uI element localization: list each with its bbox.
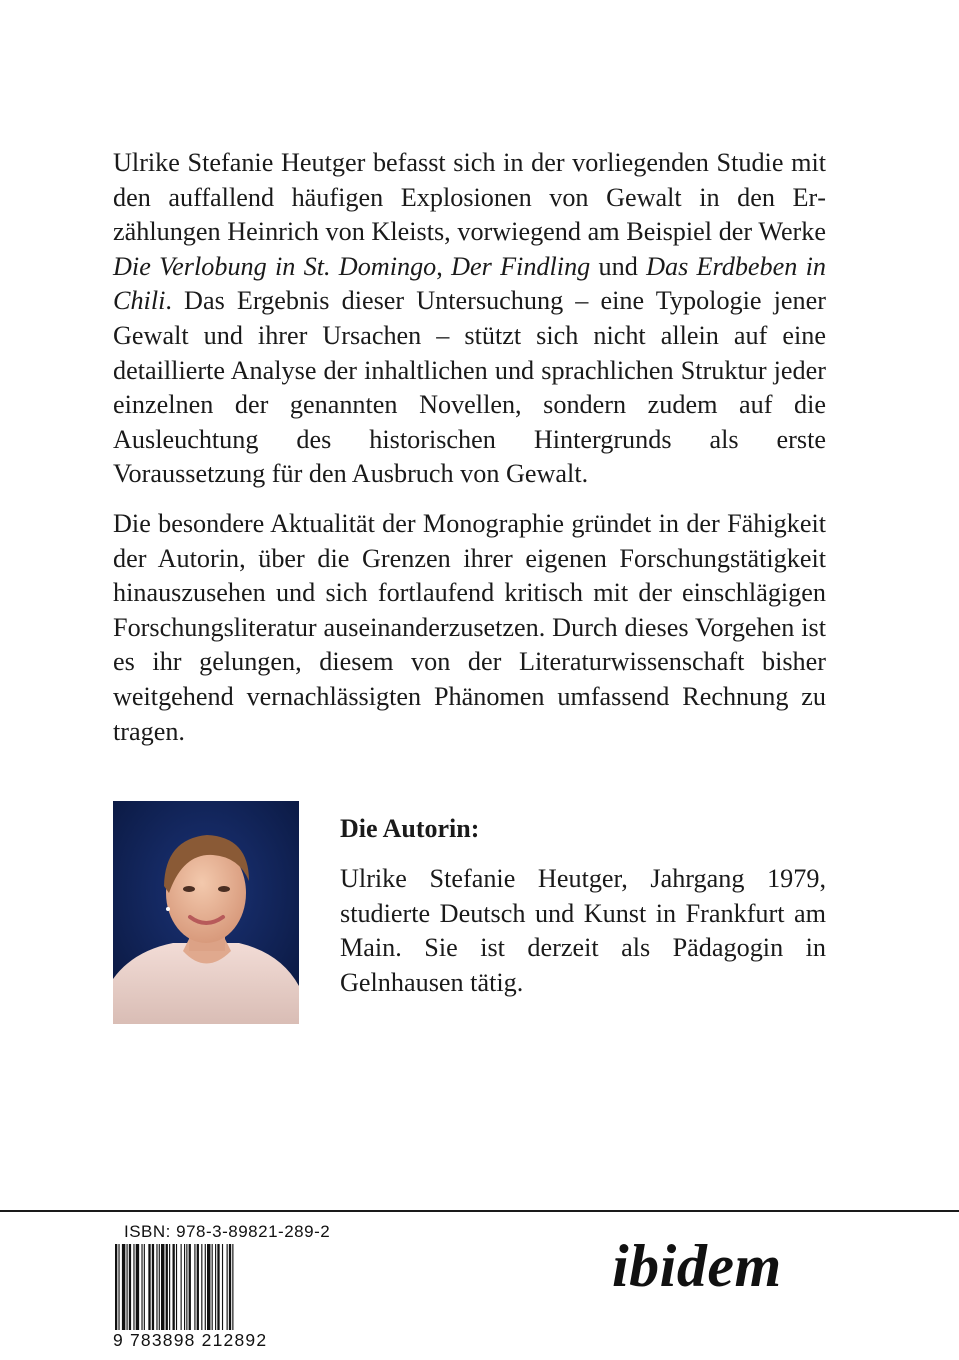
barcode-icon bbox=[113, 1244, 281, 1330]
author-section bbox=[340, 812, 826, 1000]
blurb-separator: , bbox=[436, 251, 452, 281]
publisher-logo: ibidem bbox=[612, 1233, 782, 1299]
footer-divider bbox=[0, 1210, 959, 1212]
author-bio: Ulrike Stefanie Heutger, Jahrgang 1979, studierte Deutsch und Kunst in Frankfurt am Main. Sie ist derzeit als Pädagogin in Gelnhausen tätig. bbox=[340, 864, 826, 997]
blurb-separator: und bbox=[590, 251, 647, 281]
isbn-label: ISBN: 978-3-89821-289-2 bbox=[124, 1222, 331, 1241]
author-heading: Die Autorin: bbox=[340, 814, 480, 843]
book-title-findling: Der Findling bbox=[451, 251, 591, 281]
barcode-number: 9 783898 212892 bbox=[113, 1330, 268, 1350]
blurb-intro: Ulrike Stefanie Heutger befasst sich in der vorliegenden Studie mit den auffallend häufigen Explosionen von Gewalt in den Erzählungen Heinrich von Kleists, vorwiegend am Beispiel der Werke bbox=[113, 148, 826, 247]
blurb-paragraph-1 bbox=[113, 146, 826, 492]
book-title-verlobung: Die Verlobung in St. Domingo bbox=[113, 251, 437, 281]
back-cover-blurb bbox=[113, 146, 826, 749]
blurb-paragraph-2: Die besondere Aktualität der Monographie gründet in der Fähigkeit der Autorin, über die Grenzen ihrer eigenen Forschungstätigkeit hinauszusehen und sich fortlaufend kritisch mit der einschlägigen Forschungsliteratur auseinanderzusetzen. Durch dieses Vorgehen ist es ihr gelungen, diesem von der Literaturwissenschaft bisher weitgehend vernachlässigten Phänomen umfassend Rechnung zu tragen. bbox=[113, 508, 826, 746]
author-photo bbox=[113, 801, 299, 1024]
book-title-erdbeben: Das Erdbeben in Chili bbox=[113, 251, 826, 316]
blurb-rest: . Das Ergebnis dieser Untersuchung – eine Typologie jener Gewalt und ihrer Ursachen – stützt sich nicht allein auf eine detaillierte Analyse der inhaltlichen und sprachlichen Struktur jeder einzelnen der genannten Novellen, sondern zudem auf die Ausleuchtung des historischen Hintergrunds als erste Voraussetzung für den Ausbruch von Gewalt. bbox=[113, 286, 826, 489]
